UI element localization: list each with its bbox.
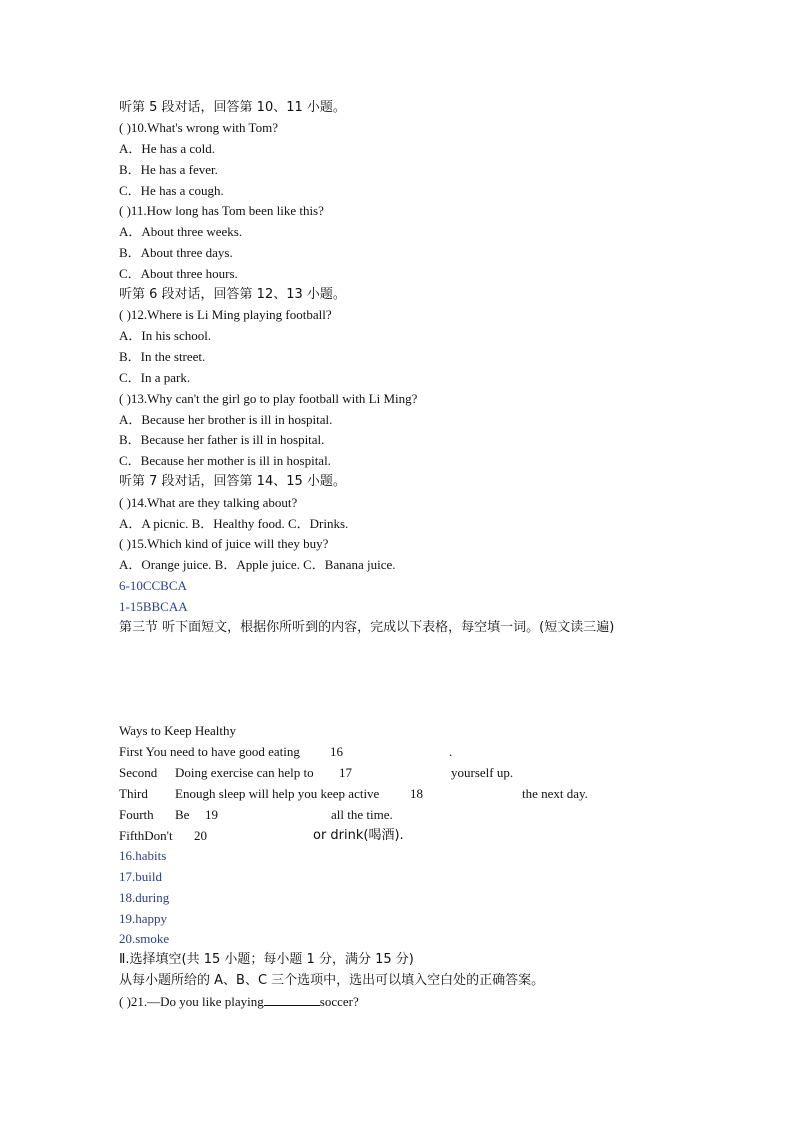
question-15: ( )15.Which kind of juice will they buy? [119, 536, 329, 551]
row-2-label: Second [119, 765, 158, 780]
dialogue-7-header: 听第 7 段对话，回答第 14、15 小题。 [119, 474, 346, 489]
row-4-label: Fourth [119, 807, 154, 822]
option-11-b: B．About three days. [119, 245, 233, 260]
table-title: Ways to Keep Healthy [119, 723, 236, 738]
row-5-end: or drink(喝酒). [313, 828, 404, 843]
question-12: ( )12.Where is Li Ming playing football? [119, 307, 332, 322]
row-3-label: Third [119, 786, 148, 801]
row-4-text: Be [175, 807, 190, 822]
row-1-text: First You need to have good eating [119, 744, 300, 759]
answer-key-11-15: 1-15BBCAA [119, 599, 188, 614]
option-10-b: B．He has a fever. [119, 162, 218, 177]
option-12-a: A．In his school. [119, 328, 212, 343]
dialogue-6-header: 听第 6 段对话，回答第 12、13 小题。 [119, 287, 346, 302]
answer-19: 19.happy [119, 911, 168, 926]
answer-17: 17.build [119, 869, 162, 884]
question-11: ( )11.How long has Tom been like this? [119, 203, 324, 218]
row-1-end: . [449, 744, 453, 759]
option-13-b: B．Because her father is ill in hospital. [119, 432, 325, 447]
option-12-b: B．In the street. [119, 349, 206, 364]
answer-18: 18.during [119, 890, 170, 905]
option-13-a: A．Because her brother is ill in hospital. [119, 412, 333, 427]
row-3-text: Enough sleep will help you keep active [175, 786, 380, 801]
blank-18-number: 18 [410, 786, 423, 801]
question-21-prefix: ( )21.—Do you like playing [119, 994, 264, 1009]
answer-key-6-10: 6-10CCBCA [119, 578, 187, 593]
options-14: A．A picnic. B．Healthy food. C．Drinks. [119, 516, 349, 531]
table-row-3 [119, 786, 719, 802]
table-row-1 [119, 744, 719, 760]
row-3-end: the next day. [522, 786, 588, 801]
option-11-a: A．About three weeks. [119, 224, 243, 239]
row-2-end: yourself up. [451, 765, 514, 780]
row-5-label: FifthDon't [119, 828, 173, 843]
part-2-instruction: 从每小题所给的 A、B、C 三个选项中，选出可以填入空白处的正确答案。 [119, 973, 545, 988]
answer-blank [264, 994, 320, 1006]
answer-20: 20.smoke [119, 931, 170, 946]
blank-19-number: 19 [205, 807, 218, 822]
question-21 [119, 994, 359, 1010]
dialogue-5-header: 听第 5 段对话，回答第 10、11 小题。 [119, 100, 346, 115]
options-15: A．Orange juice. B．Apple juice. C．Banana juice. [119, 557, 396, 572]
option-10-c: C．He has a cough. [119, 183, 224, 198]
table-row-4 [119, 807, 719, 823]
blank-20-number: 20 [194, 828, 207, 843]
option-10-a: A．He has a cold. [119, 141, 216, 156]
table-row-5 [119, 828, 719, 844]
question-21-suffix: soccer? [319, 994, 359, 1009]
option-12-c: C．In a park. [119, 370, 191, 385]
question-13: ( )13.Why can't the girl go to play football with Li Ming? [119, 391, 418, 406]
blank-16-number: 16 [330, 744, 343, 759]
option-13-c: C．Because her mother is ill in hospital. [119, 453, 331, 468]
option-11-c: C．About three hours. [119, 266, 238, 281]
part-2-heading: Ⅱ.选择填空(共 15 小题；每小题 1 分，满分 15 分) [119, 952, 414, 967]
blank-17-number: 17 [339, 765, 352, 780]
row-2-text: Doing exercise can help to [175, 765, 314, 780]
table-row-2 [119, 765, 719, 781]
answer-16: 16.habits [119, 848, 167, 863]
question-14: ( )14.What are they talking about? [119, 495, 298, 510]
row-4-end: all the time. [331, 807, 393, 822]
question-10: ( )10.What's wrong with Tom? [119, 120, 278, 135]
section-3-heading: 第三节 听下面短文，根据你所听到的内容，完成以下表格，每空填一词。(短文读三遍) [119, 620, 615, 635]
